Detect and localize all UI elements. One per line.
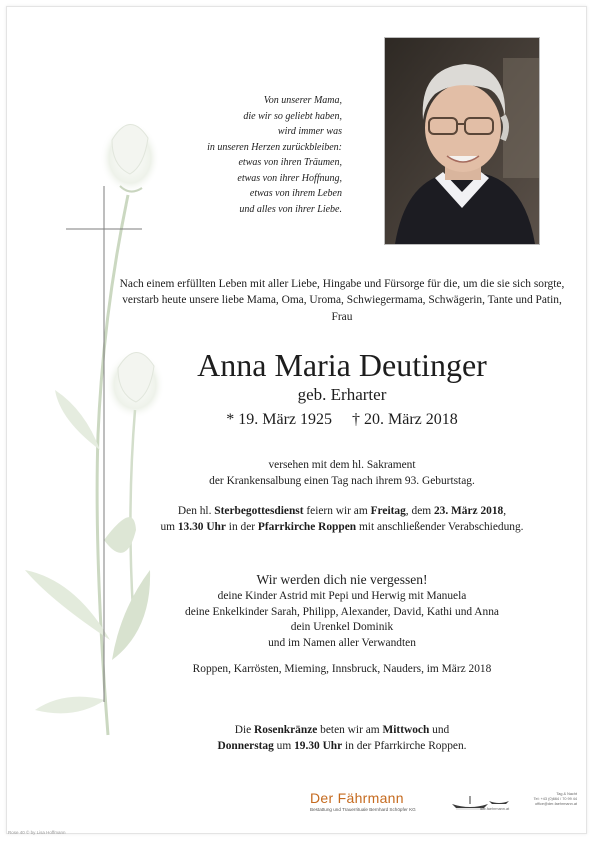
mourner-line: und im Namen aller Verwandten [268, 636, 416, 649]
mourners-headline: Wir werden dich nie vergessen! [256, 572, 428, 587]
rosary-line-2: Donnerstag um 19.30 Uhr in der Pfarrkirche Roppen. [217, 739, 467, 752]
life-dates [118, 410, 566, 430]
places-line: Roppen, Karrösten, Mieming, Innsbruck, Nauders, im März 2018 [192, 663, 492, 675]
mourner-line: deine Enkelkinder Sarah, Philipp, Alexander, David, Kathi und Anna [185, 605, 499, 618]
intro-text: Nach einem erfüllten Leben mit aller Liebe, Hingabe und Fürsorge für die, um die sie sich sorgte, verstarb heute unsere liebe Mama, Oma, Uroma, Schwiegermama, Schwägerin, Tante und Patin, Frau [119, 278, 565, 323]
portrait-photo [384, 37, 540, 245]
poem-line: wird immer was [277, 126, 342, 137]
mourner-line: dein Urenkel Dominik [290, 621, 394, 633]
funeral-home-footer [310, 790, 580, 818]
funeral-service-text [118, 504, 566, 535]
poem-line: in unseren Herzen zurückbleiben: [207, 141, 342, 153]
poem-line: die wir so geliebt haben, [243, 110, 342, 122]
funeral-home-tagline: Bestattung und Trauerrituale Bernhard Schöpfer KG [310, 807, 416, 812]
maiden-name: geb. Erharter [297, 385, 387, 404]
website-text[interactable]: der-faehrmann.at [480, 807, 510, 811]
service-line-2: um 13.30 Uhr in der Pfarrkirche Roppen mit anschließender Verabschiedung. [160, 520, 524, 533]
mourner-line: deine Kinder Astrid mit Pepi und Herwig mit Manuela [217, 590, 467, 602]
poem-line: etwas von ihren Träumen, [238, 157, 342, 168]
mourners-block [118, 571, 566, 651]
birth-date: * 19. März 1925 [226, 411, 332, 428]
sacrament-line: versehen mit dem hl. Sakrament [268, 459, 416, 471]
funeral-home-logo: Der Fährmann [310, 790, 404, 806]
poem-line: und alles von ihrer Liebe. [239, 203, 342, 215]
contact-info: Tag & Nacht Tel: +43 (0)664 / 70 99 44 office@der-faehrmann.at [533, 792, 577, 806]
poem-line: Von unserer Mama, [263, 95, 342, 106]
death-date: † 20. März 2018 [352, 411, 458, 428]
poem-line: etwas von ihrem Leben [249, 188, 342, 199]
rosary-line-1: Die Rosenkränze beten wir am Mittwoch und [234, 724, 450, 736]
rosary-text [118, 723, 566, 754]
deceased-name: Anna Maria Deutinger [197, 347, 487, 383]
sacrament-line: der Krankensalbung einen Tag nach ihrem 93. Geburtstag. [209, 474, 475, 487]
image-credit: Rose 40 © by Lisa Hoffmann [8, 830, 66, 835]
sacrament-text [118, 458, 566, 489]
memorial-poem [150, 93, 342, 217]
service-line-1: Den hl. Sterbegottesdienst feiern wir am Freitag, dem 23. März 2018, [177, 505, 507, 517]
poem-line: etwas von ihrer Hoffnung, [237, 172, 342, 184]
